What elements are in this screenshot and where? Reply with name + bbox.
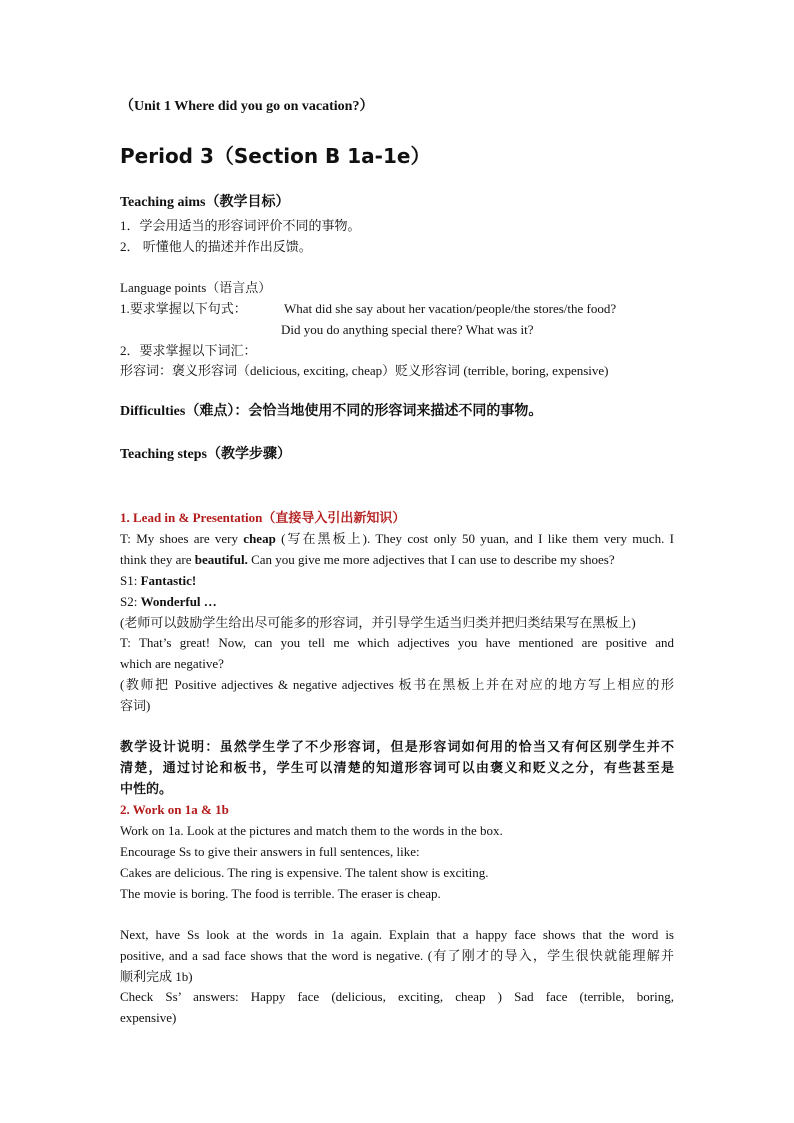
unit-title: （Unit 1 Where did you go on vacation?） [120, 99, 374, 114]
student-2-answer [120, 592, 217, 612]
step-1-heading: 1. Lead in & Presentation（直接导入引出新知识） [120, 510, 406, 525]
text-run: (写在黑板上). They cost only 50 yuan, and I like them very much. I [275, 531, 674, 546]
step-1-line-1 [120, 529, 674, 549]
design-note-line-2: 清楚，通过讨论和板书，学生可以清楚的知道形容词可以由褒义和贬义之分，有些甚至是 [120, 760, 674, 775]
aims-item-1: 1．学会用适当的形容词评价不同的事物。 [120, 218, 361, 233]
language-points-item-2: 2．要求掌握以下词汇： [120, 343, 257, 358]
step-2-line-8: Check Ss’ answers: Happy face (delicious, exciting, cheap ) Sad face (terrible, boring, [120, 989, 674, 1004]
step-2-line-7: 顺利完成 1b) [120, 969, 193, 984]
aims-item-2: 2． 听懂他人的描述并作出反馈。 [120, 239, 312, 254]
difficulties-heading: Difficulties（难点）：会恰当地使用不同的形容词来描述不同的事物。 [120, 404, 543, 419]
design-note-line-3: 中性的。 [120, 781, 173, 796]
student-1-answer [120, 571, 196, 591]
teaching-steps-heading: Teaching steps（教学步骤） [120, 447, 292, 462]
step-2-line-6: positive, and a sad face shows that the word is negative. (有了刚才的导入，学生很快就能理解并 [120, 948, 674, 963]
step-2-line-1: Work on 1a. Look at the pictures and match them to the words in the box. [120, 823, 503, 838]
design-note-line-1: 教学设计说明：虽然学生学了不少形容词，但是形容词如何用的恰当又有何区别学生并不 [120, 739, 674, 754]
speaker-label: S2: [120, 594, 141, 609]
step-1-line-3: T: That’s great! Now, can you tell me which adjectives you have mentioned are positive and [120, 635, 674, 650]
text-run: think they are [120, 552, 195, 567]
item-1-label: 1.要求掌握以下句式： [120, 301, 247, 316]
step-2-line-2: Encourage Ss to give their answers in full sentences, like: [120, 844, 420, 859]
step-1-line-2 [120, 550, 615, 570]
keyword-cheap: cheap [243, 531, 276, 546]
sentence-pattern-2: Did you do anything special there? What was it? [281, 322, 534, 337]
keyword-beautiful: beautiful. [194, 552, 248, 567]
page-title: Period 3（Section B 1a-1e） [120, 144, 431, 168]
sentence-pattern-1: What did she say about her vacation/people/the stores/the food? [284, 301, 617, 316]
step-2-line-9: expensive) [120, 1010, 177, 1025]
step-1-note-2: (教师把 Positive adjectives & negative adjectives 板书在黑板上并在对应的地方写上相应的形 [120, 677, 674, 692]
step-1-note-3: 容词) [120, 698, 151, 713]
language-points-item-1 [120, 299, 616, 319]
step-1-line-4: which are negative? [120, 656, 224, 671]
language-points-item-3: 形容词：褒义形容词（delicious, exciting, cheap）贬义形容词 (terrible, boring, expensive) [120, 363, 609, 378]
answer-text: Wonderful … [140, 594, 217, 609]
answer-text: Fantastic! [140, 573, 197, 588]
speaker-label: S1: [120, 573, 141, 588]
step-2-heading: 2. Work on 1a & 1b [120, 802, 229, 817]
step-1-note-1: (老师可以鼓励学生给出尽可能多的形容词，并引导学生适当归类并把归类结果写在黑板上) [120, 615, 636, 630]
step-2-line-4: The movie is boring. The food is terrible. The eraser is cheap. [120, 886, 441, 901]
aims-heading: Teaching aims（教学目标） [120, 195, 290, 210]
text-run: T: My shoes are very [120, 531, 244, 546]
step-2-line-3: Cakes are delicious. The ring is expensive. The talent show is exciting. [120, 865, 489, 880]
text-run: Can you give me more adjectives that I can use to describe my shoes? [247, 552, 615, 567]
language-points-heading: Language points（语言点） [120, 280, 272, 295]
step-2-line-5: Next, have Ss look at the words in 1a again. Explain that a happy face shows that the word is [120, 927, 674, 942]
